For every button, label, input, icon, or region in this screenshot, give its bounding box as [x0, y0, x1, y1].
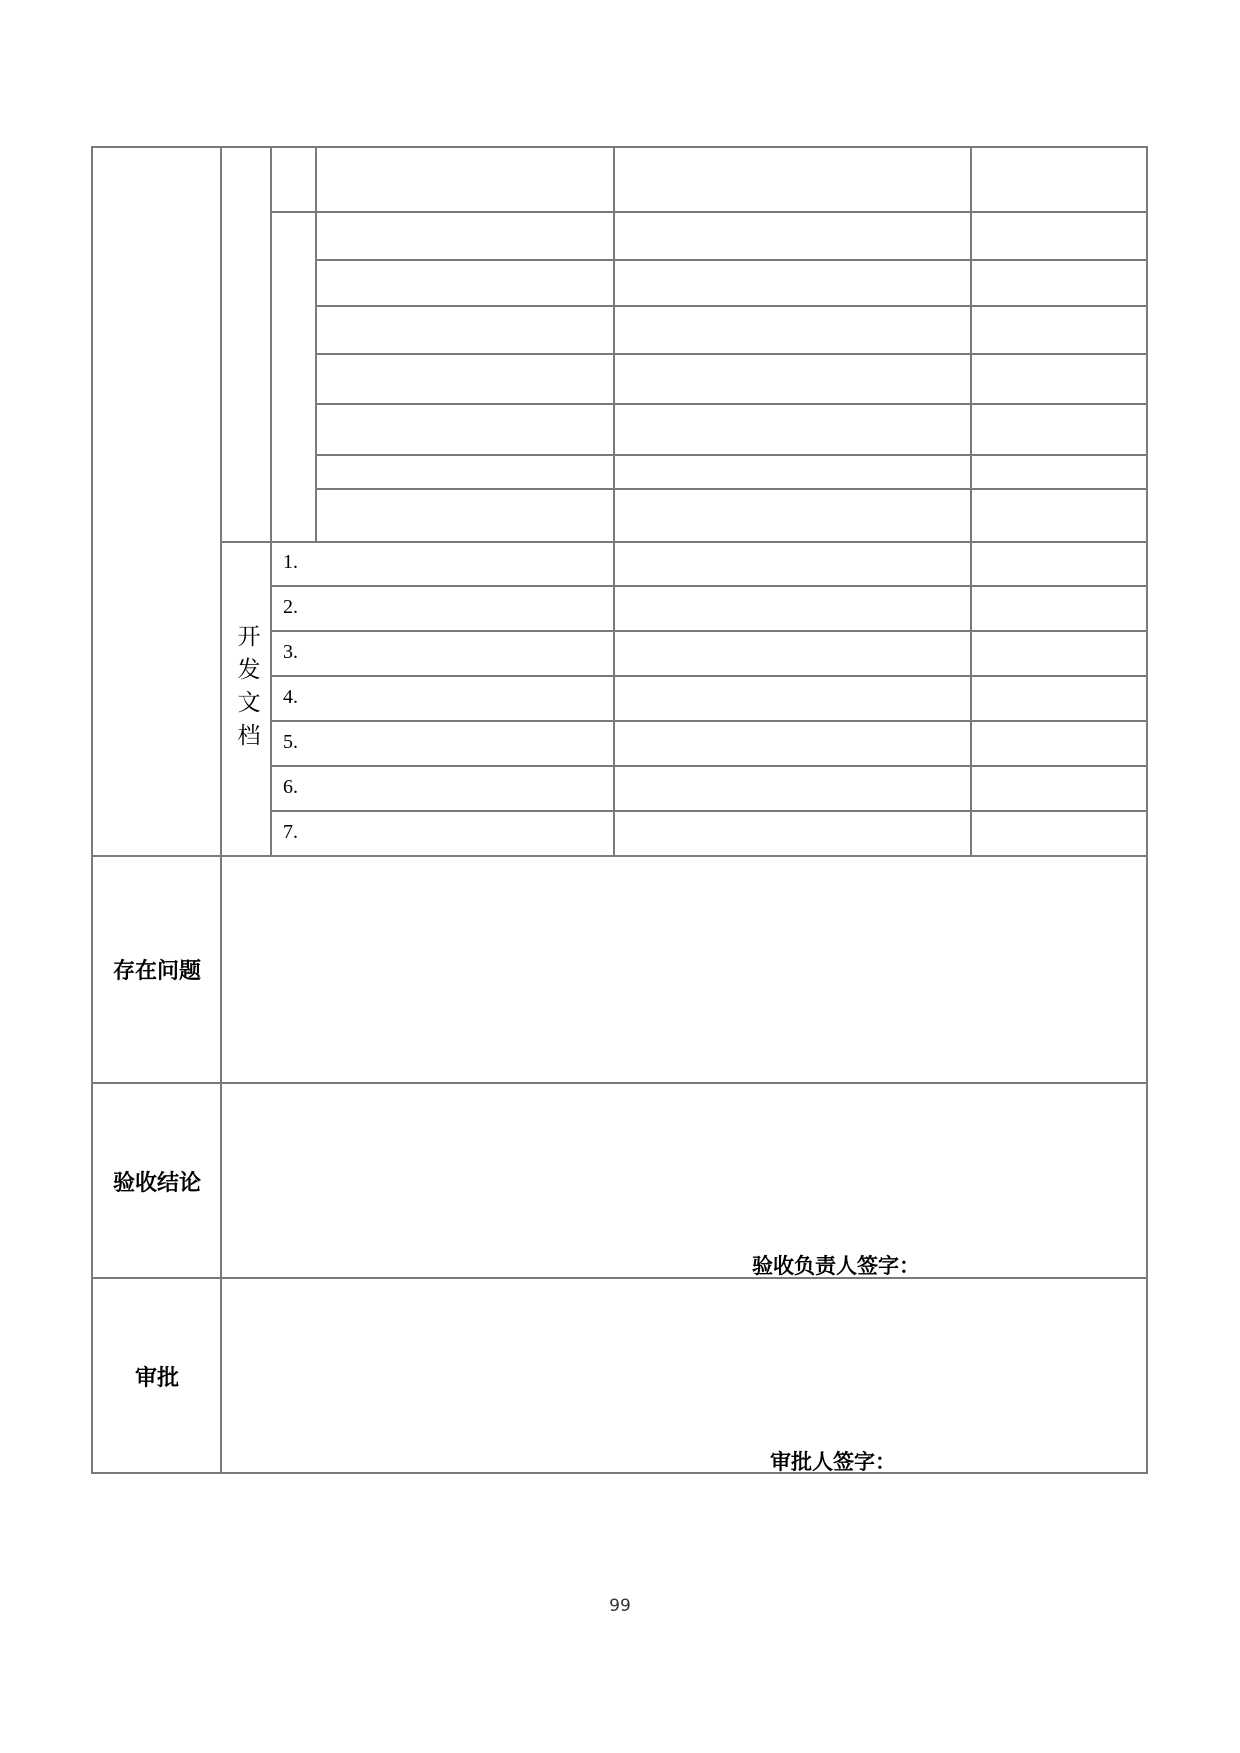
dev-docs-label-cell — [222, 545, 272, 835]
page-number: 99 — [609, 1596, 631, 1616]
doc-item-1: 1. — [283, 551, 298, 573]
doc-item-7: 7. — [283, 821, 298, 843]
doc-item-2: 2. — [283, 596, 298, 618]
doc-item-4: 4. — [283, 686, 298, 708]
problems-label: 存在问题 — [112, 959, 201, 984]
approval-label: 审批 — [134, 1366, 179, 1391]
approval-signature-label: 审批人签字： — [770, 1450, 896, 1474]
doc-item-3: 3. — [283, 641, 298, 663]
doc-item-6: 6. — [283, 776, 298, 798]
conclusion-signature-label: 验收负责人签字： — [752, 1254, 920, 1278]
doc-item-5: 5. — [283, 731, 298, 753]
conclusion-label: 验收结论 — [112, 1171, 201, 1196]
dev-docs-label: 开发文档 — [233, 624, 260, 756]
